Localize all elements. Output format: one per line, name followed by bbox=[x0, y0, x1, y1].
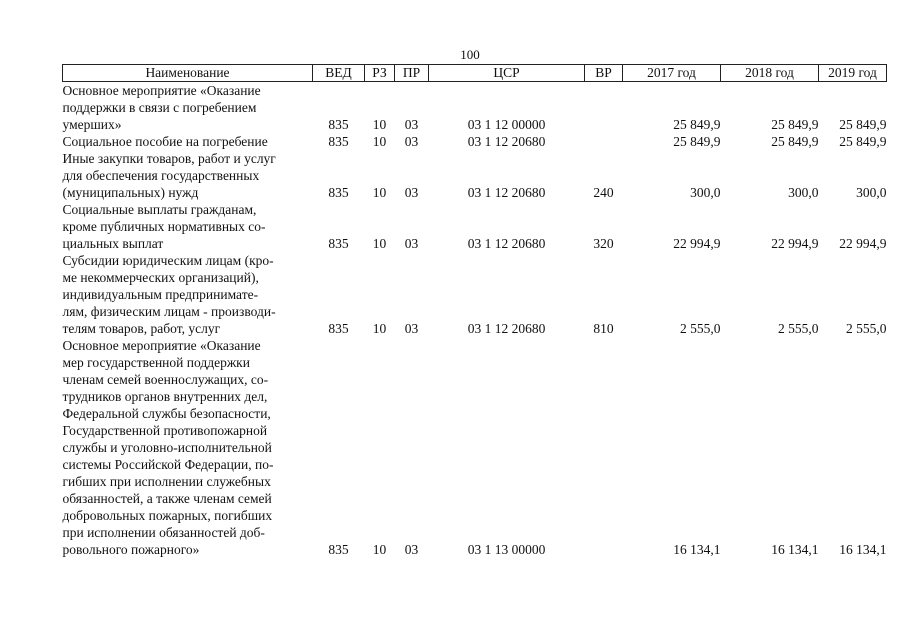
cell-vr: 240 bbox=[593, 185, 614, 200]
cell-pr: 03 bbox=[404, 134, 419, 149]
name-line: Основное мероприятие «Оказание bbox=[62, 338, 261, 353]
header-ved: ВЕД bbox=[313, 65, 365, 82]
header-csr: ЦСР bbox=[429, 65, 585, 82]
table-body bbox=[63, 82, 887, 559]
name-line: Социальные выплаты гражданам, bbox=[62, 202, 257, 217]
cell-2018: 2 555,0 bbox=[778, 321, 819, 336]
cell-vr: 810 bbox=[593, 321, 614, 336]
name-line: при исполнении обязанностей доб- bbox=[62, 525, 265, 540]
table-row bbox=[63, 201, 887, 252]
cell-name bbox=[63, 252, 313, 337]
name-line: Иные закупки товаров, работ и услуг bbox=[62, 151, 276, 166]
table-row bbox=[63, 337, 887, 558]
cell-2017: 300,0 bbox=[690, 185, 721, 200]
cell-pr: 03 bbox=[404, 117, 419, 132]
cell-csr: 03 1 13 00000 bbox=[467, 542, 546, 557]
cell-ved: 835 bbox=[328, 236, 349, 251]
header-2019: 2019 год bbox=[819, 65, 887, 82]
cell-vr bbox=[585, 133, 623, 150]
name-line: лям, физическим лицам - производи- bbox=[62, 304, 276, 319]
cell-csr: 03 1 12 20680 bbox=[467, 321, 546, 336]
cell-2019: 2 555,0 bbox=[846, 321, 887, 336]
name-line: умерших» bbox=[62, 117, 122, 132]
cell-rz: 10 bbox=[372, 117, 387, 132]
cell-rz: 10 bbox=[372, 134, 387, 149]
cell-rz: 10 bbox=[372, 321, 387, 336]
name-line: циальных выплат bbox=[62, 236, 164, 251]
cell-2017: 2 555,0 bbox=[680, 321, 721, 336]
table-row bbox=[63, 133, 887, 150]
name-line: Социальное пособие на погребение bbox=[62, 134, 268, 149]
cell-name bbox=[63, 133, 313, 150]
header-2018: 2018 год bbox=[721, 65, 819, 82]
cell-ved: 835 bbox=[328, 321, 349, 336]
name-line: индивидуальным предпринимате- bbox=[62, 287, 259, 302]
cell-2019: 25 849,9 bbox=[839, 134, 887, 149]
name-line: Субсидии юридическим лицам (кро- bbox=[62, 253, 274, 268]
cell-2018: 300,0 bbox=[788, 185, 819, 200]
table-row bbox=[63, 150, 887, 201]
budget-table bbox=[62, 64, 887, 558]
header-rz: РЗ bbox=[365, 65, 395, 82]
cell-pr: 03 bbox=[404, 185, 419, 200]
cell-pr: 03 bbox=[404, 542, 419, 557]
cell-vr bbox=[585, 337, 623, 558]
name-line: Федеральной службы безопасности, bbox=[62, 406, 271, 421]
cell-rz: 10 bbox=[372, 185, 387, 200]
header-pr: ПР bbox=[395, 65, 429, 82]
cell-2019: 300,0 bbox=[856, 185, 887, 200]
name-line: для обеспечения государственных bbox=[62, 168, 260, 183]
name-line: Государственной противопожарной bbox=[62, 423, 268, 438]
cell-2019: 22 994,9 bbox=[839, 236, 887, 251]
name-line: поддержки в связи с погребением bbox=[62, 100, 257, 115]
name-line: мер государственной поддержки bbox=[62, 355, 250, 370]
table-header-row bbox=[63, 65, 887, 82]
name-line: ровольного пожарного» bbox=[62, 542, 200, 557]
header-2017: 2017 год bbox=[623, 65, 721, 82]
cell-csr: 03 1 12 00000 bbox=[467, 117, 546, 132]
table-row bbox=[63, 82, 887, 134]
cell-rz: 10 bbox=[372, 542, 387, 557]
cell-vr: 320 bbox=[593, 236, 614, 251]
name-line: Основное мероприятие «Оказание bbox=[62, 83, 261, 98]
cell-csr: 03 1 12 20680 bbox=[467, 236, 546, 251]
name-line: трудников органов внутренних дел, bbox=[62, 389, 268, 404]
cell-rz: 10 bbox=[372, 236, 387, 251]
cell-name bbox=[63, 150, 313, 201]
cell-ved: 835 bbox=[328, 185, 349, 200]
cell-2017: 25 849,9 bbox=[673, 117, 721, 132]
cell-2018: 25 849,9 bbox=[771, 117, 819, 132]
cell-2018: 22 994,9 bbox=[771, 236, 819, 251]
cell-2019: 25 849,9 bbox=[839, 117, 887, 132]
cell-2017: 22 994,9 bbox=[673, 236, 721, 251]
cell-pr: 03 bbox=[404, 236, 419, 251]
cell-name bbox=[63, 337, 313, 558]
cell-ved: 835 bbox=[328, 134, 349, 149]
table-row bbox=[63, 252, 887, 337]
cell-2018: 25 849,9 bbox=[771, 134, 819, 149]
name-line: (муниципальных) нужд bbox=[62, 185, 199, 200]
name-line: обязанностей, а также членам семей bbox=[62, 491, 272, 506]
cell-ved: 835 bbox=[328, 542, 349, 557]
name-line: гибших при исполнении служебных bbox=[62, 474, 271, 489]
page-number: 100 bbox=[460, 47, 480, 62]
name-line: добровольных пожарных, погибших bbox=[62, 508, 273, 523]
cell-name bbox=[63, 201, 313, 252]
cell-2019: 16 134,1 bbox=[839, 542, 887, 557]
cell-2017: 16 134,1 bbox=[673, 542, 721, 557]
cell-pr: 03 bbox=[404, 321, 419, 336]
name-line: членам семей военнослужащих, со- bbox=[62, 372, 269, 387]
cell-2017: 25 849,9 bbox=[673, 134, 721, 149]
name-line: системы Российской Федерации, по- bbox=[62, 457, 274, 472]
cell-csr: 03 1 12 20680 bbox=[467, 185, 546, 200]
cell-csr: 03 1 12 20680 bbox=[467, 134, 546, 149]
cell-vr bbox=[585, 82, 623, 134]
cell-ved: 835 bbox=[328, 117, 349, 132]
header-vr: ВР bbox=[585, 65, 623, 82]
cell-2018: 16 134,1 bbox=[771, 542, 819, 557]
name-line: ме некоммерческих организаций), bbox=[62, 270, 259, 285]
name-line: службы и уголовно-исполнительной bbox=[62, 440, 272, 455]
header-name: Наименование bbox=[63, 65, 313, 82]
name-line: кроме публичных нормативных со- bbox=[62, 219, 266, 234]
name-line: телям товаров, работ, услуг bbox=[62, 321, 221, 336]
cell-name bbox=[63, 82, 313, 134]
